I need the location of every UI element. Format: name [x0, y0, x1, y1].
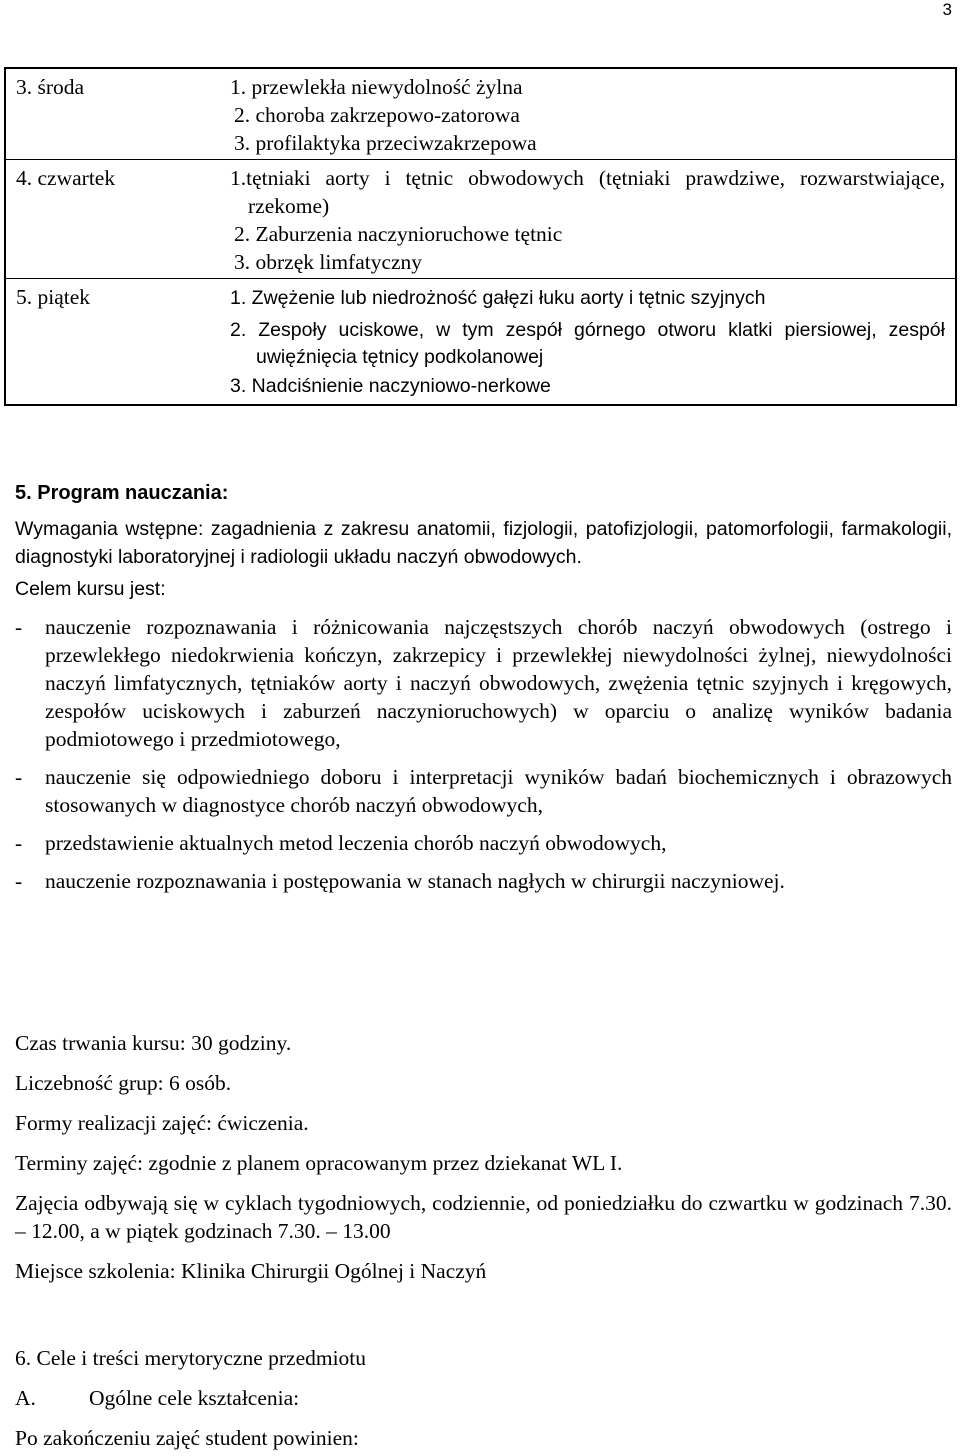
- day-label: 5. piątek: [16, 285, 91, 309]
- day-label: 3. środa: [16, 75, 85, 99]
- program-section: [15, 479, 952, 895]
- topic: 2. Zaburzenia naczynioruchowe tętnic: [234, 222, 563, 246]
- group-size-text: Liczebność grup: 6 osób.: [15, 1071, 232, 1095]
- goal-text: nauczenie się odpowiedniego doboru i interpretacji wyników badań biochemicznych i obrazowych stosowanych w diagnostyce chorób naczyń obwodowych,: [45, 765, 952, 817]
- schedule-table: [4, 67, 957, 406]
- goal-item: [15, 613, 952, 753]
- section-6-title: 6. Cele i treści merytoryczne przedmiotu: [15, 1346, 367, 1370]
- terms-text: Terminy zajęć: zgodnie z planem opracowanym przez dziekanat WL I.: [15, 1151, 623, 1175]
- topic-list: [216, 164, 955, 276]
- requirements-text: Wymagania wstępne: zagadnienia z zakresu anatomii, fizjologii, patofizjologii, patomorfologii, farmakologii, diagnostyki laboratoryjnej i radiologii układu naczyń obwodowych.: [15, 518, 952, 568]
- topic-list: [216, 283, 955, 402]
- subsection-a: [15, 1384, 952, 1412]
- section-6: [15, 1344, 952, 1452]
- goal-text: nauczenie rozpoznawania i różnicowania najczęstszych chorób naczyń obwodowych (ostrego i przewlekłego niedokrwienia kończyn, zakrzepicy i przewlekłej niewydolności żylnej, niewydolności naczyń limfatycznych, tętniaków aorty i naczyń obwodowych, zwężenia tętnic szyjnych i kręgowych, zespołów uciskowych i zaburzeń naczynioruchowych) w oparciu o analizę wyników badania podmiotowego i przedmiotowego,: [45, 615, 952, 751]
- day-label: 4. czwartek: [16, 166, 116, 190]
- goal-text: przedstawienie aktualnych metod leczenia chorób naczyń obwodowych,: [45, 831, 667, 855]
- place-text: Miejsce szkolenia: Klinika Chirurgii Ogólnej i Naczyń: [15, 1259, 487, 1283]
- topic: 1.tętniaki aorty i tętnic obwodowych (tętniaki prawdziwe, rozwarstwiające, rzekome): [230, 166, 945, 218]
- page-number: 3: [942, 0, 952, 19]
- forms-text: Formy realizacji zajęć: ćwiczenia.: [15, 1111, 309, 1135]
- goal-list: [15, 613, 952, 895]
- dash: -: [15, 615, 23, 639]
- topic: 2. Zespoły uciskowe, w tym zespół górnego otworu klatki piersiowej, zespół uwięźnięcia tętnicy podkolanowej: [230, 319, 945, 368]
- schedule-text: Zajęcia odbywają się w cyklach tygodniowych, codziennie, od poniedziałku do czwartku w godzinach 7.30. – 12.00, a w piątek godzinach 7.30. – 13.00: [15, 1191, 952, 1243]
- topic-list: [216, 73, 955, 157]
- dash: -: [15, 765, 23, 789]
- topic: 3. Nadciśnienie naczyniowo-nerkowe: [230, 375, 551, 397]
- subsection-letter: A.: [15, 1386, 36, 1410]
- dash: -: [15, 831, 23, 855]
- goal-item: [15, 867, 952, 895]
- goal-text: nauczenie rozpoznawania i postępowania w stanach nagłych w chirurgii naczyniowej.: [45, 869, 785, 893]
- goal-item: [15, 763, 952, 819]
- schedule-row-wednesday: [6, 69, 955, 159]
- duration-text: Czas trwania kursu: 30 godziny.: [15, 1031, 292, 1055]
- dash: -: [15, 869, 23, 893]
- topic: 2. choroba zakrzepowo-zatorowa: [234, 103, 520, 127]
- schedule-row-friday: [6, 278, 955, 404]
- topic: 3. profilaktyka przeciwzakrzepowa: [234, 131, 537, 155]
- schedule-row-thursday: [6, 159, 955, 278]
- course-info: [15, 1029, 952, 1285]
- subsection-title: Ogólne cele kształcenia:: [89, 1386, 300, 1410]
- section-title: 5. Program nauczania:: [15, 482, 229, 504]
- topic: 1. przewlekła niewydolność żylna: [230, 75, 523, 99]
- after-course-text: Po zakończeniu zajęć student powinien:: [15, 1426, 359, 1450]
- goal-item: [15, 829, 952, 857]
- goal-intro: Celem kursu jest:: [15, 578, 166, 600]
- topic: 1. Zwężenie lub niedrożność gałęzi łuku aorty i tętnic szyjnych: [230, 287, 766, 309]
- topic: 3. obrzęk limfatyczny: [234, 250, 423, 274]
